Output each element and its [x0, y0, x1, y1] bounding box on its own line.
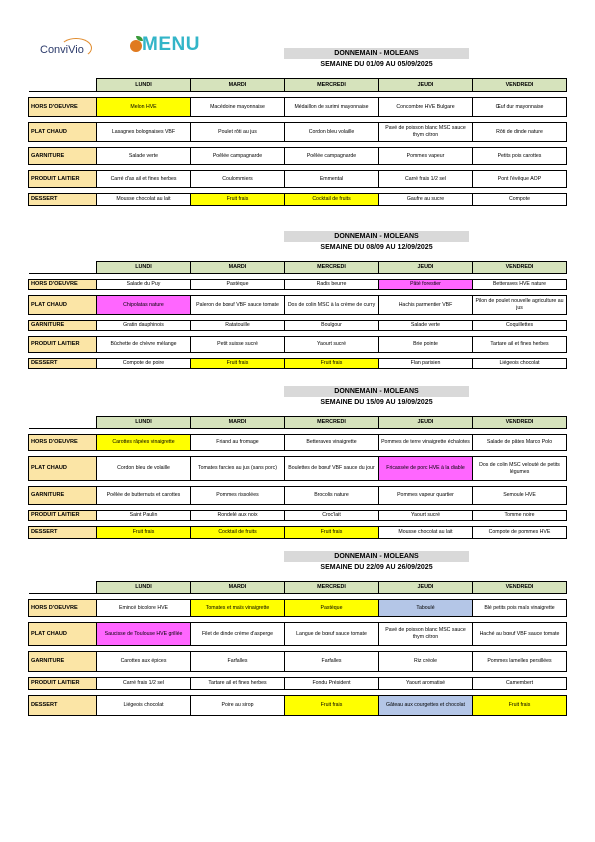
menu-table: [28, 261, 567, 369]
day-header-mercredi: MERCREDI: [285, 582, 379, 594]
site-title: DONNEMAIN - MOLEANS: [284, 231, 469, 242]
meal-row: [29, 359, 567, 369]
dish-cell: Salade verte: [97, 148, 191, 165]
dish-cell: Emincé bicolore HVE: [97, 600, 191, 617]
week-period: SEMAINE DU 08/09 AU 12/09/2025: [320, 244, 433, 251]
dish-cell: Dos de colin MSC velouté de petits légumes: [473, 457, 567, 481]
dish-cell: Pommes vapeur quartier: [379, 487, 473, 505]
dish-cell: Fruit frais: [191, 194, 285, 206]
category-label: PLAT CHAUD: [29, 623, 97, 646]
dish-cell: Saucisse de Toulouse HVE grillée: [97, 623, 191, 646]
category-label: GARNITURE: [29, 652, 97, 672]
day-header-vendredi: VENDREDI: [473, 582, 567, 594]
category-label: GARNITURE: [29, 321, 97, 331]
day-header-mercredi: MERCREDI: [285, 262, 379, 274]
dish-cell: Boulettes de bœuf VBF sauce du jour: [285, 457, 379, 481]
day-header-vendredi: VENDREDI: [473, 262, 567, 274]
site-title: DONNEMAIN - MOLEANS: [284, 551, 469, 562]
dish-cell: Betteraves HVE nature: [473, 280, 567, 290]
dish-cell: Fruit frais: [285, 527, 379, 539]
dish-cell: Flan parisien: [379, 359, 473, 369]
dish-cell: Saint Paulin: [97, 511, 191, 521]
dish-cell: Yaourt aromatisé: [379, 678, 473, 690]
dish-cell: Langue de bœuf sauce tomate: [285, 623, 379, 646]
dish-cell: Liégeois chocolat: [97, 696, 191, 716]
meal-row: [29, 527, 567, 539]
day-header-lundi: LUNDI: [97, 79, 191, 92]
meal-row: [29, 148, 567, 165]
day-header-mardi: MARDI: [191, 79, 285, 92]
dish-cell: Pont l'évêque AOP: [473, 171, 567, 188]
dish-cell: Gaufre au sucre: [379, 194, 473, 206]
dish-cell: Tomates et maïs vinaigrette: [191, 600, 285, 617]
day-header-jeudi: JEUDI: [379, 582, 473, 594]
dish-cell: Chipolatas nature: [97, 296, 191, 315]
dish-cell: Macédoine mayonnaise: [191, 98, 285, 117]
menu-table: [28, 416, 567, 539]
category-label: PRODUIT LAITIER: [29, 171, 97, 188]
meal-row: [29, 98, 567, 117]
day-header-row: [29, 79, 567, 92]
dish-cell: Rondelé aux noix: [191, 511, 285, 521]
day-header-lundi: LUNDI: [97, 417, 191, 429]
dish-cell: Fondu Président: [285, 678, 379, 690]
dish-cell: Fruit frais: [473, 696, 567, 716]
convivio-swoosh-icon: [60, 38, 92, 58]
week-period: SEMAINE DU 15/09 AU 19/09/2025: [320, 399, 433, 406]
category-label: PLAT CHAUD: [29, 123, 97, 142]
day-header-vendredi: VENDREDI: [473, 417, 567, 429]
dish-cell: Yaourt sucré: [379, 511, 473, 521]
menu-logo-text: MENU: [142, 34, 200, 55]
category-label: HORS D'OEUVRE: [29, 98, 97, 117]
dish-cell: Mousse chocolat au lait: [97, 194, 191, 206]
day-header-mardi: MARDI: [191, 262, 285, 274]
dish-cell: Pommes lamelles persillées: [473, 652, 567, 672]
day-header-lundi: LUNDI: [97, 262, 191, 274]
dish-cell: Pommes vapeur: [379, 148, 473, 165]
dish-cell: Poêlée campagnarde: [191, 148, 285, 165]
dish-cell: Camembert: [473, 678, 567, 690]
site-title: DONNEMAIN - MOLEANS: [284, 386, 469, 397]
day-header-lundi: LUNDI: [97, 582, 191, 594]
dish-cell: Concombre HVE Bulgare: [379, 98, 473, 117]
dish-cell: Pavé de poisson blanc MSC sauce thym citron: [379, 623, 473, 646]
dish-cell: Filet de dinde crème d'asperge: [191, 623, 285, 646]
header-spacer: [29, 79, 97, 92]
dish-cell: Salade de pâtes Marco Polo: [473, 435, 567, 451]
category-label: HORS D'OEUVRE: [29, 600, 97, 617]
day-header-jeudi: JEUDI: [379, 262, 473, 274]
day-header-jeudi: JEUDI: [379, 417, 473, 429]
dish-cell: Carré frais 1/2 sel: [97, 678, 191, 690]
dish-cell: Betteraves vinaigrette: [285, 435, 379, 451]
day-header-row: [29, 417, 567, 429]
dish-cell: Haché au bœuf VBF sauce tomate: [473, 623, 567, 646]
dish-cell: Fruit frais: [191, 359, 285, 369]
convivio-logo-text: ConviVio: [40, 44, 84, 56]
day-header-row: [29, 582, 567, 594]
dish-cell: Friand au fromage: [191, 435, 285, 451]
day-header-mercredi: MERCREDI: [285, 417, 379, 429]
meal-row: [29, 623, 567, 646]
dish-cell: Pommes de terre vinaigrette échalotes: [379, 435, 473, 451]
dish-cell: Radis beurre: [285, 280, 379, 290]
dish-cell: Paleron de bœuf VBF sauce tomate: [191, 296, 285, 315]
dish-cell: Poêlée de butternuts et carottes: [97, 487, 191, 505]
day-header-jeudi: JEUDI: [379, 79, 473, 92]
meal-row: [29, 511, 567, 521]
menu-table: [28, 78, 567, 206]
dish-cell: Carré d'as ail et fines herbes: [97, 171, 191, 188]
dish-cell: Fricassée de porc HVE à la diable: [379, 457, 473, 481]
dish-cell: Œuf dur mayonnaise: [473, 98, 567, 117]
dish-cell: Fruit frais: [285, 359, 379, 369]
meal-row: [29, 337, 567, 353]
dish-cell: Carottes aux épices: [97, 652, 191, 672]
dish-cell: Rôti de dinde nature: [473, 123, 567, 142]
category-label: HORS D'OEUVRE: [29, 435, 97, 451]
dish-cell: Pâté forestier: [379, 280, 473, 290]
dish-cell: Farfalles: [285, 652, 379, 672]
day-header-vendredi: VENDREDI: [473, 79, 567, 92]
menu-table: [28, 581, 567, 716]
dish-cell: Tomme noire: [473, 511, 567, 521]
dish-cell: Liégeois chocolat: [473, 359, 567, 369]
dish-cell: Salade du Puy: [97, 280, 191, 290]
dish-cell: Cordon bleu de volaille: [97, 457, 191, 481]
dish-cell: Riz créole: [379, 652, 473, 672]
category-label: PLAT CHAUD: [29, 457, 97, 481]
dish-cell: Gratin dauphinois: [97, 321, 191, 331]
dish-cell: Poulet rôti au jus: [191, 123, 285, 142]
day-header-mardi: MARDI: [191, 417, 285, 429]
dish-cell: Dos de colin MSC à la crème de curry: [285, 296, 379, 315]
dish-cell: Farfalles: [191, 652, 285, 672]
dish-cell: Poêlée campagnarde: [285, 148, 379, 165]
dish-cell: Poire au sirop: [191, 696, 285, 716]
dish-cell: Gâteau aux courgettes et chocolat: [379, 696, 473, 716]
dish-cell: Cordon bleu volaille: [285, 123, 379, 142]
meal-row: [29, 678, 567, 690]
dish-cell: Yaourt sucré: [285, 337, 379, 353]
dish-cell: Tomates farcies au jus (sans porc): [191, 457, 285, 481]
dish-cell: Pavé de poisson blanc MSC sauce thym citron: [379, 123, 473, 142]
dish-cell: Emmental: [285, 171, 379, 188]
meal-row: [29, 321, 567, 331]
meal-row: [29, 123, 567, 142]
dish-cell: Melon HVE: [97, 98, 191, 117]
dish-cell: Hachis parmentier VBF: [379, 296, 473, 315]
dish-cell: Compote de pommes HVE: [473, 527, 567, 539]
dish-cell: Petits pois carottes: [473, 148, 567, 165]
category-label: DESSERT: [29, 696, 97, 716]
dish-cell: Cocktail de fruits: [191, 527, 285, 539]
dish-cell: Fruit frais: [97, 527, 191, 539]
dish-cell: Compote: [473, 194, 567, 206]
category-label: GARNITURE: [29, 487, 97, 505]
dish-cell: Mousse chocolat au lait: [379, 527, 473, 539]
dish-cell: Pastèque: [191, 280, 285, 290]
dish-cell: Semoule HVE: [473, 487, 567, 505]
site-title: DONNEMAIN - MOLEANS: [284, 48, 469, 59]
dish-cell: Coquillettes: [473, 321, 567, 331]
dish-cell: Fruit frais: [285, 696, 379, 716]
meal-row: [29, 280, 567, 290]
category-label: DESSERT: [29, 359, 97, 369]
category-label: DESSERT: [29, 527, 97, 539]
header-spacer: [29, 582, 97, 594]
meal-row: [29, 696, 567, 716]
dish-cell: Bûchette de chèvre mélange: [97, 337, 191, 353]
dish-cell: Ratatouille: [191, 321, 285, 331]
dish-cell: Carré frais 1/2 sel: [379, 171, 473, 188]
dish-cell: Cocktail de fruits: [285, 194, 379, 206]
meal-row: [29, 652, 567, 672]
week-period: SEMAINE DU 01/09 AU 05/09/2025: [320, 61, 433, 68]
dish-cell: Tartare ail et fines herbes: [191, 678, 285, 690]
header-spacer: [29, 262, 97, 274]
dish-cell: Salade verte: [379, 321, 473, 331]
category-label: PRODUIT LAITIER: [29, 678, 97, 690]
day-header-mercredi: MERCREDI: [285, 79, 379, 92]
dish-cell: Petit suisse sucré: [191, 337, 285, 353]
dish-cell: Médaillon de surimi mayonnaise: [285, 98, 379, 117]
category-label: DESSERT: [29, 194, 97, 206]
dish-cell: Pommes rissolées: [191, 487, 285, 505]
meal-row: [29, 487, 567, 505]
dish-cell: Carottes râpées vinaigrette: [97, 435, 191, 451]
category-label: PLAT CHAUD: [29, 296, 97, 315]
apple-icon: [130, 40, 142, 52]
dish-cell: Blé petits pois maïs vinaigrette: [473, 600, 567, 617]
dish-cell: Croc'lait: [285, 511, 379, 521]
category-label: HORS D'OEUVRE: [29, 280, 97, 290]
dish-cell: Taboulé: [379, 600, 473, 617]
category-label: GARNITURE: [29, 148, 97, 165]
dish-cell: Pilon de poulet nouvelle agriculture au jus: [473, 296, 567, 315]
dish-cell: Coulommiers: [191, 171, 285, 188]
category-label: PRODUIT LAITIER: [29, 337, 97, 353]
dish-cell: Compote de poire: [97, 359, 191, 369]
dish-cell: Pastèque: [285, 600, 379, 617]
meal-row: [29, 296, 567, 315]
dish-cell: Brocolis nature: [285, 487, 379, 505]
meal-row: [29, 171, 567, 188]
day-header-mardi: MARDI: [191, 582, 285, 594]
convivio-logo: [38, 38, 94, 60]
meal-row: [29, 457, 567, 481]
dish-cell: Lasagnes bolognaises VBF: [97, 123, 191, 142]
category-label: PRODUIT LAITIER: [29, 511, 97, 521]
week-period: SEMAINE DU 22/09 AU 26/09/2025: [320, 564, 433, 571]
meal-row: [29, 600, 567, 617]
dish-cell: Boulgour: [285, 321, 379, 331]
meal-row: [29, 435, 567, 451]
dish-cell: Tartare ail et fines herbes: [473, 337, 567, 353]
meal-row: [29, 194, 567, 206]
day-header-row: [29, 262, 567, 274]
header-spacer: [29, 417, 97, 429]
dish-cell: Brie pointe: [379, 337, 473, 353]
